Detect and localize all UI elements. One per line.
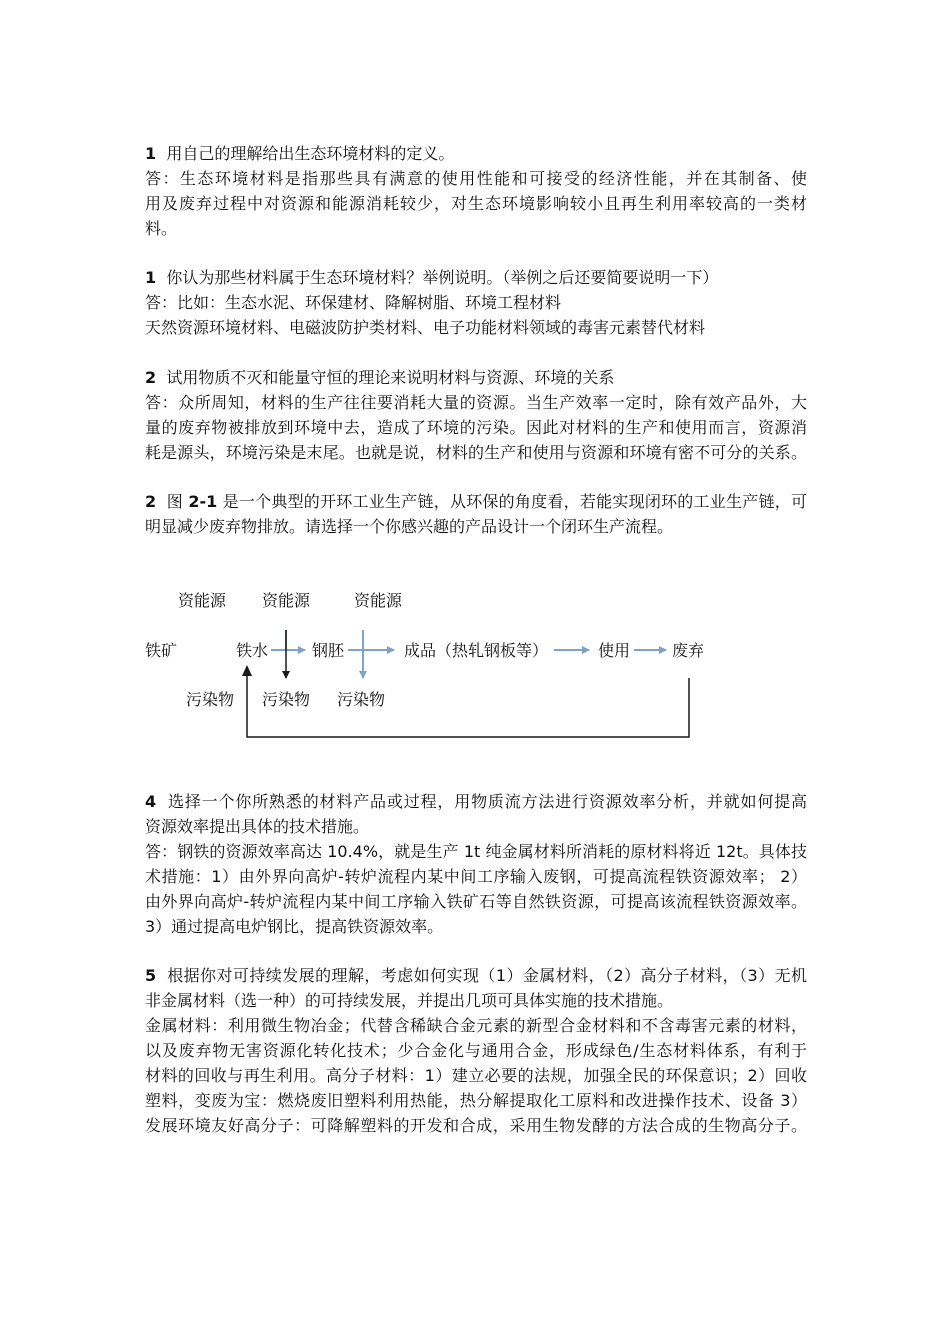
question-text: 资源效率提出具体的技术措施。	[145, 817, 370, 836]
pollutant-label-3: 污染物	[337, 690, 386, 709]
answer-line: 金属材料：利用微生物冶金；代替含稀缺合金元素的新型合金材料和不含毒害元素的材料，	[145, 1016, 807, 1035]
recycle-loop-arrowhead	[242, 665, 252, 676]
answer-line: 答：钢铁的资源效率高达 10.4%，就是生产 1t 纯金属材料所消耗的原材料将近 12t。具体技	[145, 842, 807, 861]
question-text: 试用物质不灭和能量守恒的理论来说明材料与资源、环境的关系	[166, 368, 615, 387]
answer-line: 答：众所周知，材料的生产往往要消耗大量的资源。当生产效率一定时，除有效产品外，大	[145, 393, 807, 412]
node-iron-ore: 铁矿	[145, 641, 178, 660]
resource-label-1: 资能源	[178, 591, 227, 610]
answer-line: 3）通过提高电炉钢比，提高铁资源效率。	[145, 917, 444, 936]
question-text: 非金属材料（选一种）的可持续发展，并提出几项可具体实施的技术措施。	[145, 991, 674, 1010]
node-molten-iron: 铁水	[236, 641, 269, 660]
question-number: 2	[145, 368, 157, 387]
node-billet: 钢胚	[312, 641, 345, 660]
answer-line: 用及废弃过程中对资源和能源消耗较少，对生态环境影响较小且再生利用率较高的一类材	[145, 194, 807, 213]
recycle-loop-line	[247, 668, 689, 737]
node-use: 使用	[598, 641, 631, 660]
answer-line: 天然资源环境材料、电磁波防护类材料、电子功能材料领域的毒害元素替代材料	[145, 318, 706, 337]
question-text: 你认为那些材料属于生态环境材料？举例说明。（举例之后还要简要说明一下）	[166, 268, 719, 287]
question-number: 1	[145, 268, 157, 287]
figure-ref: 2-1	[188, 492, 218, 511]
question-text: 是一个典型的开环工业生产链，从环保的角度看，若能实现闭环的工业生产链，可	[222, 492, 807, 511]
answer-line: 发展环境友好高分子：可降解塑料的开发和合成，采用生物发酵的方法合成的生物高分子。	[145, 1116, 807, 1135]
resource-label-2: 资能源	[262, 591, 311, 610]
question-number: 2	[145, 492, 157, 511]
answer-line: 答：生态环境材料是指那些具有满意的使用性能和可接受的经济性能，并在其制备、使	[145, 169, 807, 188]
node-waste: 废弃	[672, 641, 705, 660]
answer-line: 料。	[145, 219, 178, 238]
resource-label-3: 资能源	[354, 591, 403, 610]
question-text: 用自己的理解给出生态环境材料的定义。	[166, 144, 455, 163]
question-text: 明显减少废弃物排放。请选择一个你感兴趣的产品设计一个闭环生产流程。	[145, 517, 674, 536]
question-5	[145, 789, 807, 814]
answer-line: 量的废弃物被排放到环境中去，造成了环境的污染。因此对材料的生产和使用而言，资源消	[145, 418, 807, 437]
question-number: 1	[145, 144, 157, 163]
answer-line: 以及废弃物无害资源化转化技术；少合金化与通用合金，形成绿色/生态材料体系，有利于	[145, 1041, 807, 1060]
node-product: 成品（热轧钢板等）	[404, 641, 549, 660]
answer-line: 材料的回收与再生利用。高分子材料：1）建立必要的法规，加强全民的环保意识；2）回收	[145, 1066, 807, 1085]
question-number: 5	[145, 966, 157, 985]
answer-line: 由外界向高炉-转炉流程内某中间工序输入铁矿石等自然铁资源，可提高该流程铁资源效率。	[145, 892, 807, 911]
pollutant-label-1: 污染物	[186, 690, 235, 709]
answer-line: 术措施：1）由外界向高炉-转炉流程内某中间工序输入废钢，可提高流程铁资源效率； 2）	[145, 867, 807, 886]
pollutant-label-2: 污染物	[262, 690, 311, 709]
answer-line: 塑料，变废为宝：燃烧废旧塑料利用热能，热分解提取化工原料和改进操作技术、设备 3）	[145, 1091, 807, 1110]
question-text: 选择一个你所熟悉的材料产品或过程，用物质流方法进行资源效率分析，并就如何提高	[168, 792, 807, 811]
answer-line: 耗是源头，环境污染是末尾。也就是说，材料的生产和使用与资源和环境有密不可分的关系。	[145, 443, 807, 462]
answer-line: 答：比如：生态水泥、环保建材、降解树脂、环境工程材料	[145, 293, 562, 312]
question-text: 图	[166, 492, 184, 511]
question-number: 4	[145, 792, 157, 811]
question-6	[145, 963, 807, 988]
question-text: 根据你对可持续发展的理解，考虑如何实现（1）金属材料，（2）高分子材料，（3）无机	[167, 966, 808, 985]
